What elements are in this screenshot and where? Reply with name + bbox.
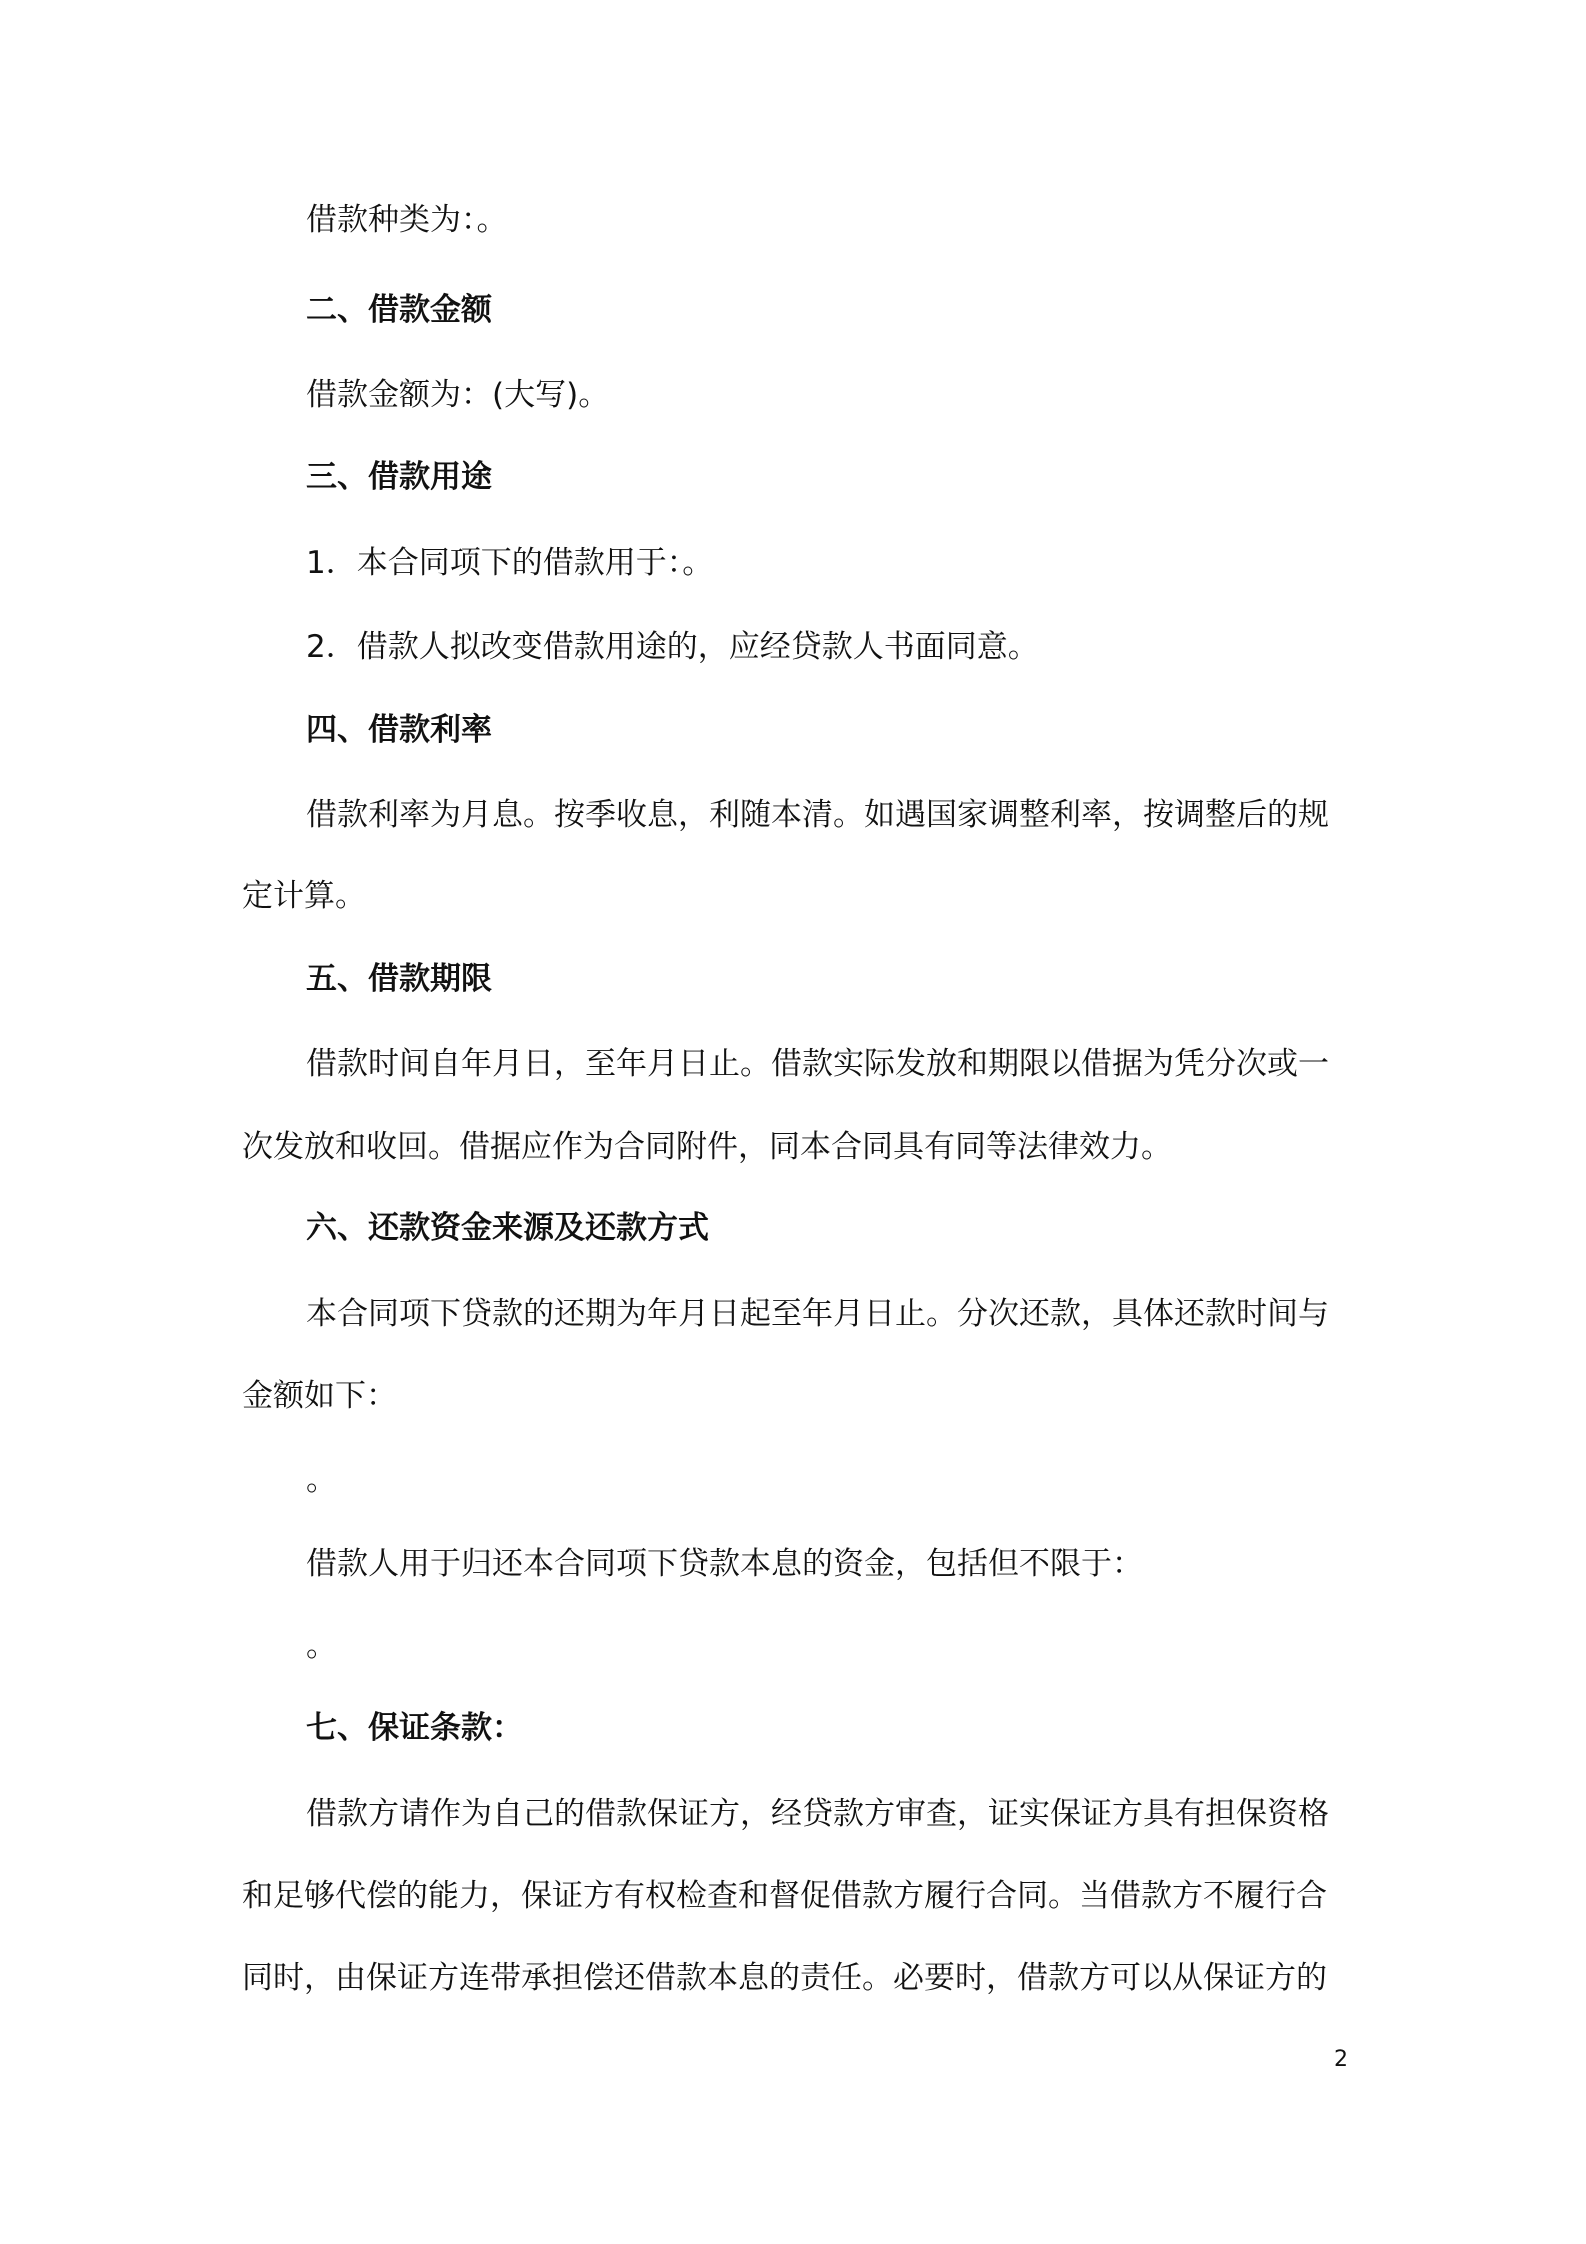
loan-term-text-line-2: 次发放和收回。借据应作为合同附件，同本合同具有同等法律效力。 [242, 1129, 1172, 1165]
repayment-text-line-1: 本合同项下贷款的还期为年月日起至年月日止。分次还款，具体还款时间与 [306, 1296, 1329, 1332]
interest-rate-text-line-2: 定计算。 [242, 878, 366, 914]
section-heading-loan-term: 五、借款期限 [306, 961, 492, 997]
loan-type-text: 借款种类为：。 [306, 202, 508, 238]
loan-purpose-item-2: 2．借款人拟改变借款用途的，应经贷款人书面同意。 [306, 629, 1039, 665]
loan-term-text-line-1: 借款时间自年月日，至年月日止。借款实际发放和期限以借据为凭分次或一 [306, 1046, 1329, 1082]
section-heading-interest-rate: 四、借款利率 [306, 712, 492, 748]
page-number: 2 [1334, 2047, 1348, 2072]
section-heading-loan-purpose: 三、借款用途 [306, 459, 492, 495]
loan-amount-text: 借款金额为：(大写)。 [306, 377, 610, 413]
repayment-text-line-2: 金额如下： [242, 1378, 397, 1414]
section-heading-guarantee: 七、保证条款： [306, 1710, 523, 1746]
section-heading-repayment: 六、还款资金来源及还款方式 [306, 1210, 709, 1246]
guarantee-text-line-2: 和足够代偿的能力，保证方有权检查和督促借款方履行合同。当借款方不履行合 [242, 1878, 1327, 1914]
loan-purpose-item-1: 1．本合同项下的借款用于：。 [306, 545, 714, 581]
repayment-funds-blank-line: 。 [306, 1628, 337, 1664]
repayment-blank-line: 。 [306, 1462, 337, 1498]
guarantee-text-line-3: 同时，由保证方连带承担偿还借款本息的责任。必要时，借款方可以从保证方的 [242, 1960, 1327, 1996]
section-heading-loan-amount: 二、借款金额 [306, 292, 492, 328]
guarantee-text-line-1: 借款方请作为自己的借款保证方，经贷款方审查，证实保证方具有担保资格 [306, 1796, 1329, 1832]
interest-rate-text-line-1: 借款利率为月息。按季收息，利随本清。如遇国家调整利率，按调整后的规 [306, 797, 1329, 833]
repayment-funds-text: 借款人用于归还本合同项下贷款本息的资金，包括但不限于： [306, 1546, 1143, 1582]
